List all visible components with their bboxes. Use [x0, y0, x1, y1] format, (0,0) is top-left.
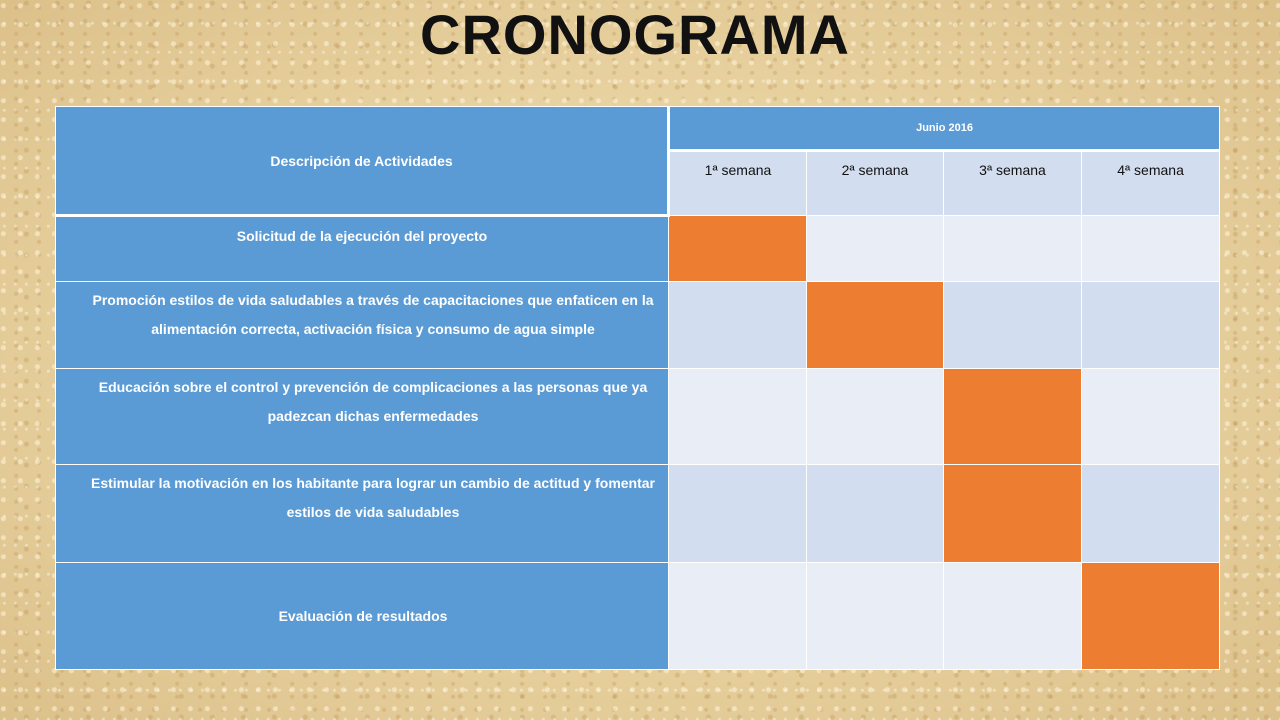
active-week-cell [807, 282, 944, 369]
week-cell [669, 369, 807, 465]
active-week-cell [944, 369, 1082, 465]
page-title: CRONOGRAMA [420, 3, 850, 66]
activity-row [56, 563, 1220, 670]
activity-row [56, 216, 1220, 282]
activity-label: Educación sobre el control y prevención de complicaciones a las personas que ya padezcan dichas enfermedades [56, 369, 669, 465]
activity-label: Evaluación de resultados [56, 563, 669, 670]
week-cell [807, 563, 944, 670]
week-cell [669, 563, 807, 670]
week-cell [807, 216, 944, 282]
month-header: Junio 2016 [669, 107, 1220, 151]
week-cell [1082, 216, 1220, 282]
description-header: Descripción de Actividades [56, 107, 669, 216]
week-cell [944, 282, 1082, 369]
activity-label: Solicitud de la ejecución del proyecto [56, 216, 669, 282]
week-cell [669, 465, 807, 563]
week-header-2: 2ª semana [807, 151, 944, 216]
week-cell [1082, 369, 1220, 465]
active-week-cell [944, 465, 1082, 563]
activity-row [56, 369, 1220, 465]
active-week-cell [669, 216, 807, 282]
week-cell [944, 216, 1082, 282]
week-header-3: 3ª semana [944, 151, 1082, 216]
activity-row [56, 282, 1220, 369]
week-cell [944, 563, 1082, 670]
active-week-cell [1082, 563, 1220, 670]
week-cell [1082, 282, 1220, 369]
week-cell [807, 465, 944, 563]
header-row [56, 107, 1220, 151]
week-header-4: 4ª semana [1082, 151, 1220, 216]
week-cell [669, 282, 807, 369]
week-cell [1082, 465, 1220, 563]
activity-row [56, 465, 1220, 563]
activity-label: Promoción estilos de vida saludables a través de capacitaciones que enfaticen en la alimentación correcta, activación física y consumo de agua simple [56, 282, 669, 369]
schedule-table [55, 106, 1220, 670]
activity-label: Estimular la motivación en los habitante para lograr un cambio de actitud y fomentar estilos de vida saludables [56, 465, 669, 563]
week-cell [807, 369, 944, 465]
week-header-1: 1ª semana [669, 151, 807, 216]
